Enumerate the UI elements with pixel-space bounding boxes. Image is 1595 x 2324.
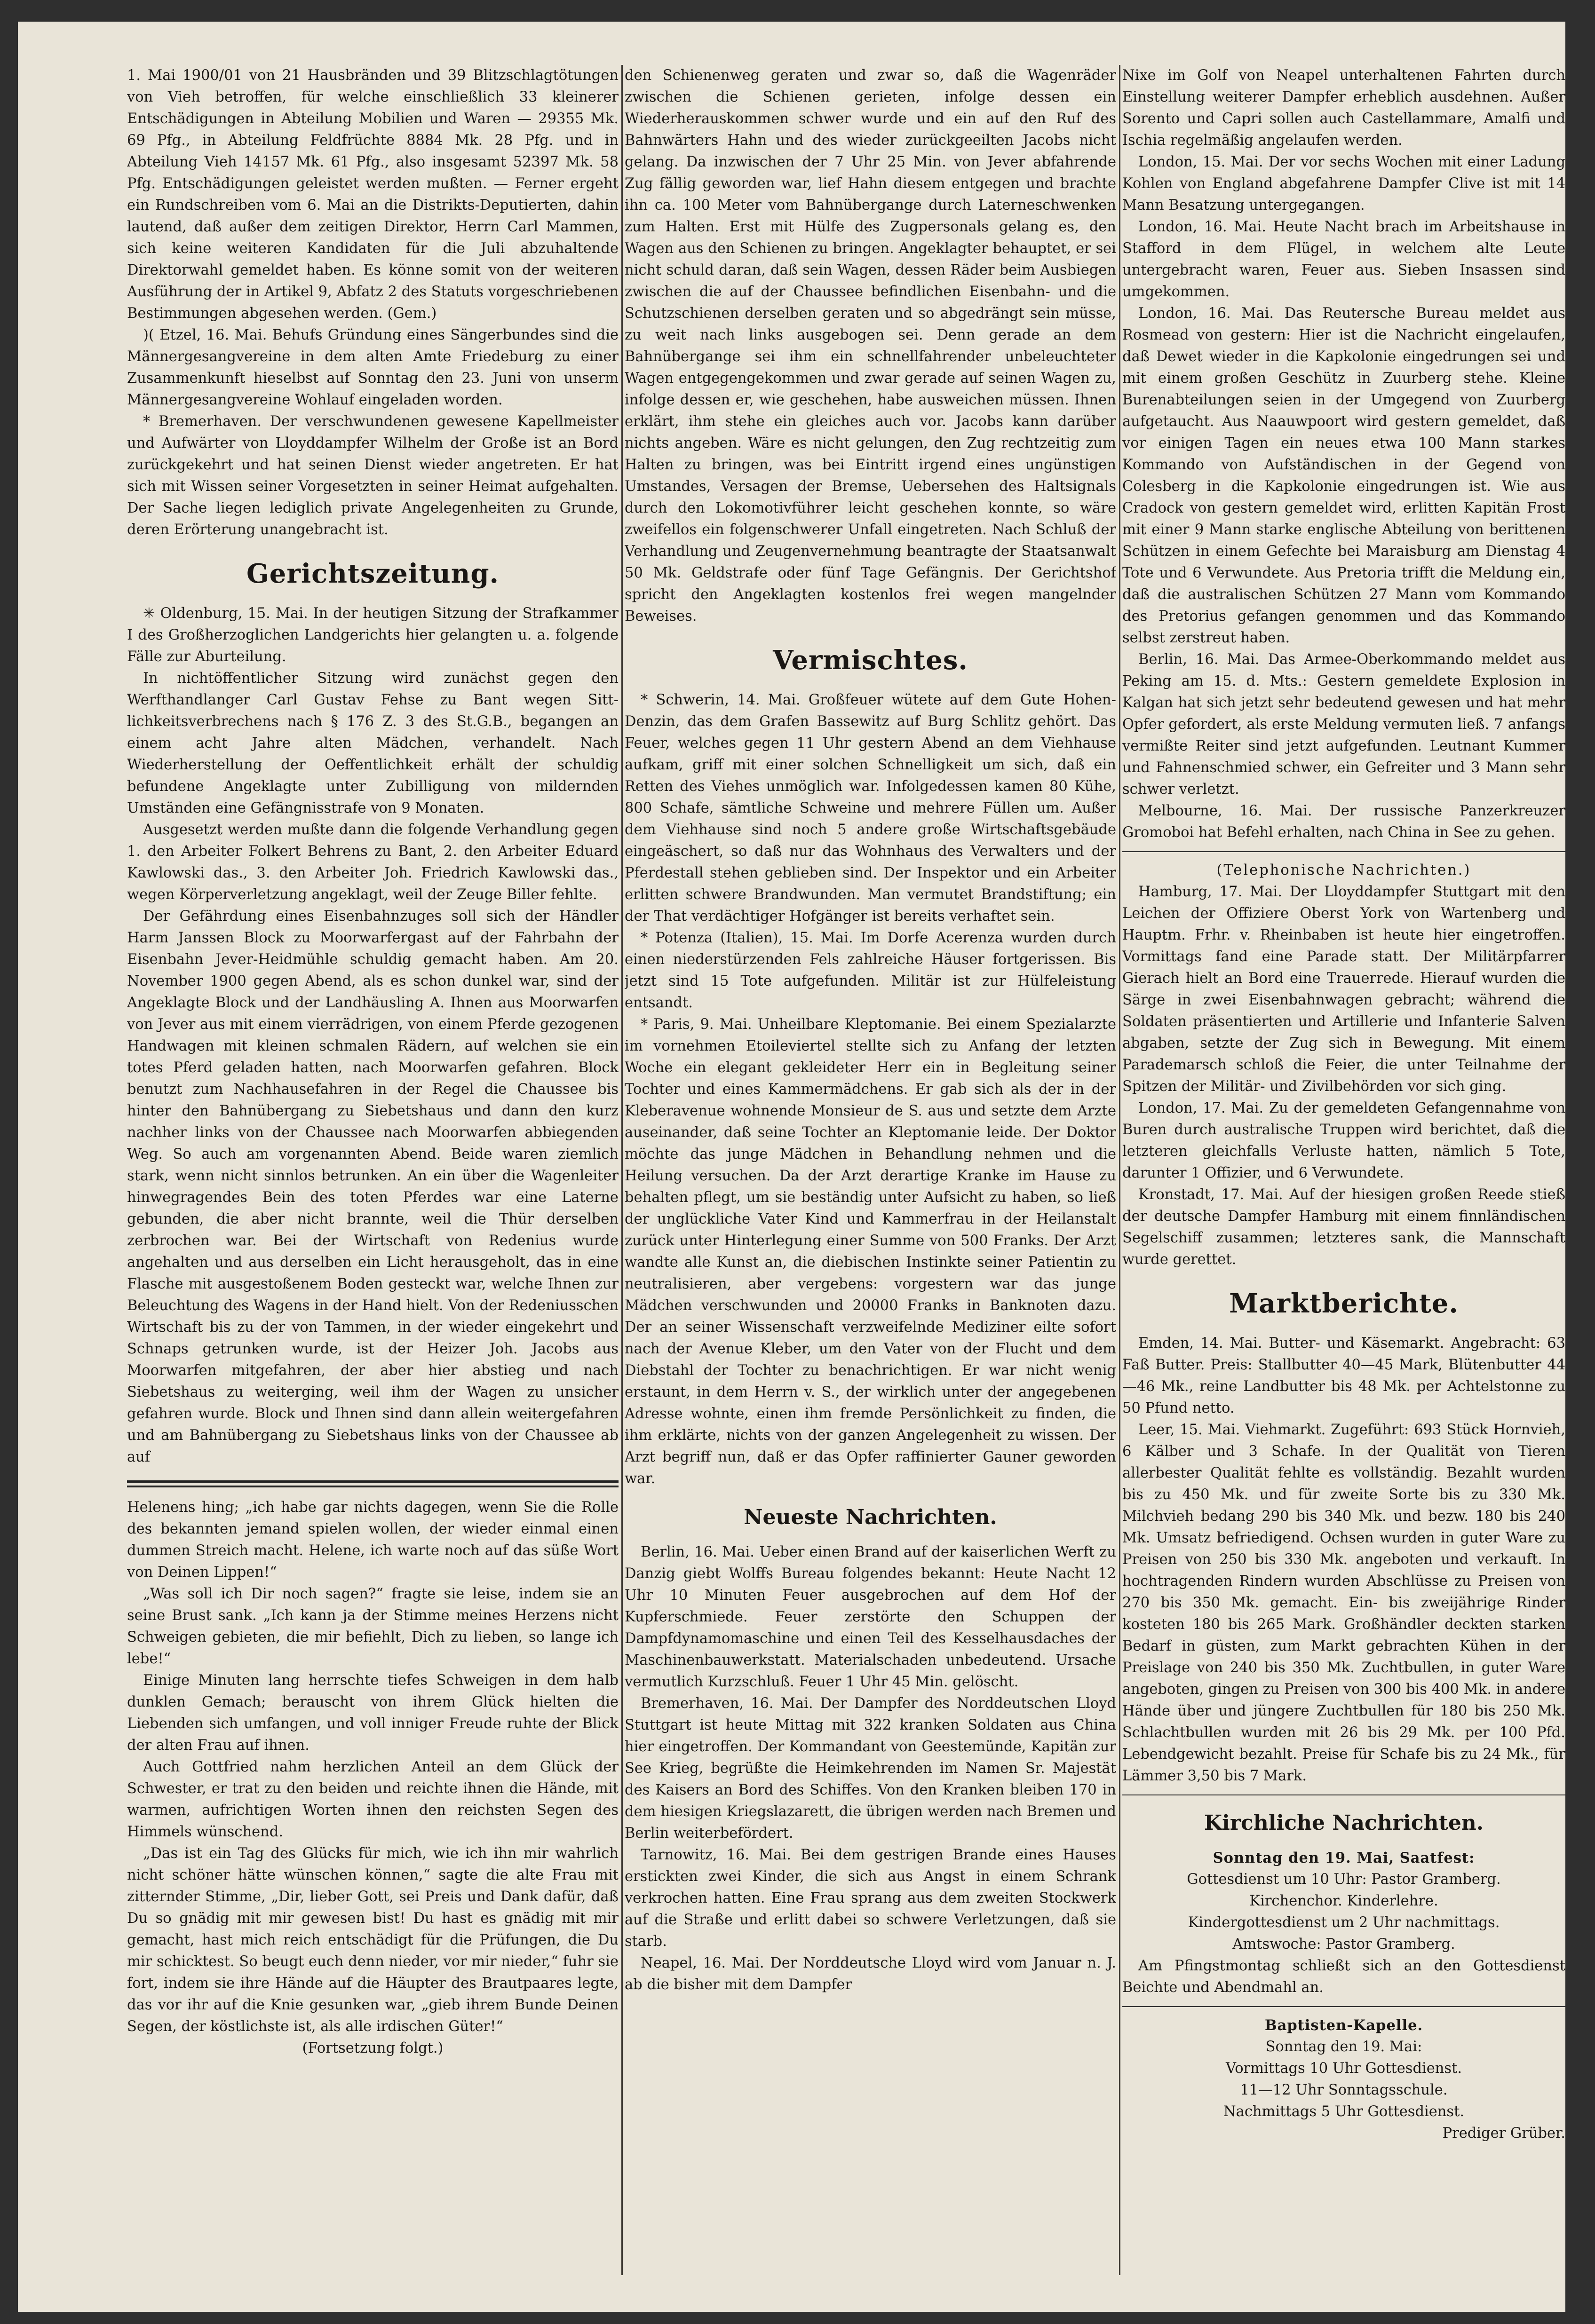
column-1 bbox=[127, 65, 619, 2275]
church-notice: 11—12 Uhr Sonntagsschule. bbox=[1240, 2082, 1448, 2098]
article-emden: Emden, 14. Mai. Butter- und Käsemarkt. Angebracht: 63 Faß Butter. Preis: Stallbutter 40—45 Mark, Blütenbutter 44—46 Mk., reine Landbutter bis 48 Mk. per Achtelstonne zu 50 Pfund netto. bbox=[1122, 1335, 1565, 1416]
section-heading-gerichtszeitung: Gerichtszeitung. bbox=[246, 558, 500, 589]
article-paris: * Paris, 9. Mai. Unheilbare Kleptomanie. Bei einem Spezialarzte im vornehmen Etoileviertel stellte sich zu Anfang der letzten Woche ein elegant gekleideter Herr ein in Begleitung seiner Tochter und eines Kammermädchens. Er gab sich als der in der Kleberavenue wohnende Monsieur de S. aus und setzte dem Arzte auseinander, daß seine Tochter an Kleptomanie leide. Der Doktor möchte das junge Mädchen in Behandlung nehmen und die Heilung versuchen. Da der Arzt derartige Kranke im Hause zu behalten pflegt, um sie beständig unter Aufsicht zu haben, so ließ der unglückliche Vater Kind und Kammerfrau in der Heilanstalt zurück unter Hinterlegung einer Summe von 500 Franks. Der Arzt wandte alle Kunst an, die diebischen Instinkte seiner Patientin zu neutralisieren, aber vergebens: vorgestern war das junge Mädchen verschwunden und 20000 Franks in Banknoten dazu. Der an seiner Wissenschaft verzweifelnde Mediziner eilte sofort nach der Avenue Kleber, um den Vater von der Flucht und dem Diebstahl der Tochter zu benachrichtigen. Er war nicht wenig erstaunt, in dem Herrn v. S., der wirklich unter der angegebenen Adresse wohnte, einen ihm fremde Persönlichkeit zu finden, die ihm erklärte, nichts von der ganzen Angelegenheit zu wissen. Der Arzt begriff nun, daß er das Opfer raffinierter Gauner geworden war. bbox=[625, 1016, 1116, 1487]
article-etzel: )( Etzel, 16. Mai. Behufs Gründung eines Sängerbundes sind die Männergesangvereine in dem alten Amte Friedeburg zu einer Zusammenkunft hieselbst auf Sonntag den 23. Juni von unserm Männergesangvereine Wohlauf eingeladen worden. bbox=[127, 327, 619, 408]
column-divider bbox=[621, 65, 623, 2275]
article-berlin: Berlin, 16. Mai. Ueber einen Brand auf der kaiserlichen Werft zu Danzig giebt Wolffs Bureau folgendes bekannt: Heute Nacht 12 Uhr 10 Minuten Feuer ausgebrochen auf dem Hof der Kupferschmiede. Feuer zerstörte den Schuppen der Dampfdynamomaschine und einen Teil des Kesselhausdaches der Maschinenbauwerkstatt. Materialschaden unbedeutend. Ursache vermutlich Kurzschluß. Feuer 1 Uhr 45 Min. gelöscht. bbox=[625, 1544, 1116, 1690]
serial-novel-text: Auch Gottfried nahm herzlichen Anteil an dem Glück der Schwester, er trat zu den beiden und reichte ihnen die Hände, mit warmen, aufrichtigen Worten ihnen den reichsten Segen des Himmels wünschend. bbox=[127, 1759, 619, 1840]
divider bbox=[1122, 851, 1565, 852]
church-notice: Kirchenchor. Kinderlehre. bbox=[1249, 1893, 1438, 1909]
serial-novel-text: Helenens hing; „ich habe gar nichts dagegen, wenn Sie die Rolle des bekannten jemand spielen wollen, der wieder einmal einen dummen Streich macht. Helene, ich warte noch auf das süße Wort von Deinen Lippen!“ bbox=[127, 1499, 619, 1581]
section-divider bbox=[127, 1486, 619, 1487]
article-bremerhaven: Bremerhaven, 16. Mai. Der Dampfer des Norddeutschen Lloyd Stuttgart ist heute Mittag mit 322 kranken Soldaten aus China hier eingetroffen. Der Kommandant von Geestemünde, Kapitän zur See Krieg, begrüßte die Heimkehrenden im Namen Sr. Majestät des Kaisers an Bord des Schiffes. Von den Kranken bleiben 170 in dem hiesigen Kriegslazarett, die übrigen werden nach Bremen und Berlin weiterbefördert. bbox=[625, 1695, 1116, 1842]
baptist-chapel-heading: Baptisten-Kapelle. bbox=[1264, 2017, 1423, 2034]
article-schwerin: * Schwerin, 14. Mai. Großfeuer wütete auf dem Gute Hohen-Denzin, das dem Grafen Bassewitz auf Burg Schlitz gehört. Das Feuer, welches gegen 11 Uhr gestern Abend an dem Viehhause aufkam, griff mit einer solchen Schnelligkeit um sich, daß ein Retten des Viehes unmöglich war. Infolgedessen kamen 80 Kühe, 800 Schafe, sämtliche Schweine und mehrere Füllen um. Außer dem Viehhause sind noch 5 andere große Wirtschaftsgebäude eingeäschert, so daß nur das Wohnhaus des Verwalters und der Pferdestall stehen geblieben sind. Der Inspektor und ein Arbeiter erlitten schwere Brandwunden. Man vermutet Brandstiftung; ein der That verdächtiger Hofgänger ist bereits verhaftet sein. bbox=[625, 692, 1116, 925]
column-2 bbox=[625, 65, 1116, 2275]
article-london: London, 15. Mai. Der vor sechs Wochen mit einer Ladung Kohlen von England abgefahrene Dampfer Clive ist mit 14 Mann Besatzung untergegangen. bbox=[1122, 154, 1565, 213]
article-tarnowitz: Tarnowitz, 16. Mai. Bei dem gestrigen Brande eines Hauses erstickten zwei Kinder, die sich aus Angst in einem Schrank verkrochen hatten. Eine Frau sprang aus dem zweiten Stockwerk auf die Straße und erlitt dabei so schwere Verletzungen, daß sie starb. bbox=[625, 1847, 1116, 1950]
article-london: London, 16. Mai. Das Reutersche Bureau meldet aus Rosmead von gestern: Hier ist die Nachricht eingelaufen, daß Dewet wieder in die Kapkolonie eingedrungen sei und mit einem großen Geschütz in Zuurberg stehe. Kleine Burenabteilungen seien in der Umgegend von Zuurberg aufgetaucht. Aus Naauwpoort wird gestern gemeldet, daß vor einigen Tagen ein neues etwa 100 Mann starkes Kommando von Aufständischen in der Gegend von Colesberg in die Kapkolonie eingedrungen ist. Wie aus Cradock von gestern gemeldet wird, erlitten Kapitän Frost mit einer 9 Mann starke englische Abteilung von berittenen Schützen in einem Gefechte bei Maraisburg am Dienstag 4 Tote und 6 Verwundete. Aus Pretoria trifft die Meldung ein, daß die australischen Schützen 27 Mann vom Kommando des Pretorius gefangen genommen und das Kommando selbst zerstreut haben. bbox=[1122, 305, 1565, 646]
article-neapel: Neapel, 16. Mai. Der Norddeutsche Lloyd wird vom Januar n. J. ab die bisher mit dem Dampfer bbox=[625, 1955, 1116, 1993]
article-leer: Leer, 15. Mai. Viehmarkt. Zugeführt: 693 Stück Hornvieh, 6 Kälber und 3 Schafe. In der Qualität von Tieren allerbester Qualität fehlte es vollständig. Bezahlt wurden bis zu 450 Mk. und für zweite Sorte bis zu 330 Mk. Milchvieh bedang 290 bis 340 Mk. und bezw. 180 bis 240 Mk. Umsatz befriedigend. Ochsen wurden in guter Ware zu Preisen von 250 bis 330 Mk. angeboten und verkauft. In hochtragenden Rindern wurden Abschlüsse zu Preisen von 270 bis 350 Mk. gemacht. Ein- bis zweijährige Rinder kosteten 180 bis 265 Mark. Großhändler deckten starken Bedarf in güsten, zum Markt gebrachten Kühen in der Preislage von 240 bis 350 Mk. Zuchtbullen, in guter Ware angeboten, gingen zu Preisen von 300 bis 400 Mk. in andere Hände über und jüngere Zuchtbullen für 180 bis 250 Mk. Schlachtbullen wurden mit 26 bis 29 Mk. per 100 Pfd. Lebendgewicht bezahlt. Preise für Schafe bis zu 24 Mk., für Lämmer 3,50 bis 7 Mark. bbox=[1122, 1422, 1565, 1784]
divider bbox=[1122, 2006, 1565, 2007]
church-notice: Amtswoche: Pastor Gramberg. bbox=[1232, 1936, 1455, 1952]
church-notice: Kindergottesdienst um 2 Uhr nachmittags. bbox=[1188, 1914, 1500, 1931]
section-heading-marktberichte: Marktberichte. bbox=[1229, 1288, 1459, 1319]
church-notice: Sonntag den 19. Mai, Saatfest: bbox=[1213, 1850, 1475, 1866]
church-notice: Nachmittags 5 Uhr Gottesdienst. bbox=[1223, 2103, 1465, 2120]
article-text: In nichtöffentlicher Sitzung wird zunächst gegen den Werfthandlanger Carl Gustav Fehse zu Bant wegen Sittlichkeitsverbrechens nach § 176 Z. 3 des St.G.B., begangen an einem acht Jahre alten Mädchen, verhandelt. Nach Wiederherstellung der Oeffentlichkeit erhält der schuldig befundene Angeklagte unter Zubilligung von mildernden Umständen eine Gefängnisstrafe von 9 Monaten. bbox=[127, 670, 619, 816]
column-3 bbox=[1122, 65, 1565, 2275]
preacher-signature: Prediger Grüber. bbox=[1442, 2125, 1565, 2142]
church-notice: Gottesdienst um 10 Uhr: Pastor Gramberg. bbox=[1187, 1871, 1501, 1888]
article-melbourne: Melbourne, 16. Mai. Der russische Panzerkreuzer Gromoboi hat Befehl erhalten, nach China in See zu gehen. bbox=[1122, 803, 1565, 841]
article-london: London, 16. Mai. Heute Nacht brach im Arbeitshause in Stafford in dem Flügel, in welchem alte Leute untergebracht waren, Feuer aus. Sieben Insassen sind umgekommen. bbox=[1122, 219, 1565, 300]
article-text: Nixe im Golf von Neapel unterhaltenen Fahrten durch Einstellung weiterer Dampfer erheblich ausdehnen. Außer Sorento und Capri sollen auch Castellammare, Amalfi und Ischia regelmäßig angelaufen werden. bbox=[1122, 67, 1565, 149]
church-notice: Sonntag den 19. Mai: bbox=[1265, 2039, 1422, 2055]
section-heading-kirchliche-nachrichten: Kirchliche Nachrichten. bbox=[1204, 1811, 1484, 1835]
newspaper-page bbox=[18, 22, 1565, 2312]
serial-novel-text: „Was soll ich Dir noch sagen?“ fragte sie leise, indem sie an seine Brust sank. „Ich kann ja der Stimme meines Herzens nicht Schweigen gebieten, die mir befiehlt, Dich zu lieben, so lange ich lebe!“ bbox=[127, 1586, 619, 1667]
article-kronstadt: Kronstadt, 17. Mai. Auf der hiesigen großen Reede stieß der deutsche Dampfer Hamburg mit einem finnländischen Segelschiff zusammen; letzteres sank, die Mannschaft wurde gerettet. bbox=[1122, 1186, 1565, 1268]
article-berlin: Berlin, 16. Mai. Das Armee-Oberkommando meldet aus Peking am 15. d. Mts.: Gestern gemeldete Explosion in Kalgan hat sich jetzt sehr bedeutend gewesen und hat mehr Opfer gefordert, als erste Meldung vermuten ließ. 7 anfangs vermißte Reiter sind jetzt aufgefunden. Leutnant Kummer und Fahnenschmied schwer, ein Gefreiter und 3 Mann sehr schwer verletzt. bbox=[1122, 651, 1565, 798]
serial-novel-text: Einige Minuten lang herrschte tiefes Schweigen in dem halb dunklen Gemach; berauscht von ihrem Glück hielten die Liebenden sich umfangen, und voll inniger Freude ruhte der Blick der alten Frau auf ihnen. bbox=[127, 1672, 619, 1754]
divider bbox=[1122, 1794, 1565, 1795]
article-bremerhaven: * Bremerhaven. Der verschwundenen gewesene Kapellmeister und Aufwärter von Lloyddampfer Wilhelm der Große ist an Bord zurückgekehrt und hat seinen Dienst wieder angetreten. Er hat sich mit Wissen seiner Vorgesetzten in seiner Heimat aufgehalten. Der Sache liegen lediglich private Angelegenheiten zu Grunde, deren Erörterung unangebracht ist. bbox=[127, 413, 619, 538]
article-text: 1. Mai 1900/01 von 21 Hausbränden und 39 Blitzschlagtötungen von Vieh betroffen, für welche einschließlich 33 kleinerer Entschädigungen in Abteilung Mobilien und Waren — 29355 Mk. 69 Pfg., in Abteilung Feldfrüchte 8884 Mk. 28 Pfg. und in Abteilung Vieh 14157 Mk. 61 Pfg., also insgesamt 52397 Mk. 58 Pfg. Entschädigungen geleistet werden mußten. — Ferner ergeht ein Rundschreiben vom 6. Mai an die Distrikts-Deputierten, dahin lautend, daß außer dem zeitigen Direktor, Herrn Carl Mammen, sich keine weiteren Kandidaten für die Juli abzuhaltende Direktorwahl gemeldet haben. Es könne somit von der weiteren Ausführung der in Artikel 9, Abfatz 2 des Statuts vorgeschriebenen Bestimmungen abgesehen werden. (Gem.) bbox=[127, 67, 619, 322]
article-text: den Schienenweg geraten und zwar so, daß die Wagenräder zwischen die Schienen gerieten, infolge dessen ein Wiederherauskommen schwer wurde und ein auf den Ruf des Bahnwärters Hahn und des wieder zurückgeeilten Jacobs nicht gelang. Da inzwischen der 7 Uhr 25 Min. von Jever abfahrende Zug fällig geworden war, lief Hahn diesem entgegen und brachte ihn ca. 100 Meter vom Bahnübergange durch Laterneschwenken zum Halten. Erst mit Hülfe des Zugpersonals gelang es, den Wagen aus den Schienen zu bringen. Angeklagter behauptet, er sei nicht schuld daran, daß sein Wagen, dessen Räder beim Ausbiegen zwischen die auf der Chaussee befindlichen Eisenbahn- und die Schutzschienen derselben geraten und so abgedrängt sein müsse, zu weit nach links ausgebogen sei. Denn gerade an dem Bahnübergange sei ihm ein schnellfahrender unbeleuchteter Wagen entgegengekommen und zwar gerade auf seinen Wagen zu, infolge dessen er, wie geschehen, habe ausweichen müssen. Ihnen erklärt, ihm stehe ein gleiches auch vor. Jacobs kann darüber nichts angeben. Wäre es nicht gelungen, den Zug rechtzeitig zum Halten zu bringen, was bei Eintritt irgend eines ungünstigen Umstandes, Versagen der Bremse, Uebersehen des Haltsignals durch den Lokomotivführer leicht geschehen konnte, so wäre zweifellos ein folgenschwerer Unfall eingetreten. Nach Schluß der Verhandlung und Zeugenvernehmung beantragte der Staatsanwalt 50 Mk. Geldstrafe oder fünf Tage Gefängnis. Der Gerichtshof spricht den Angeklagten kostenlos frei wegen mangelnder Beweises. bbox=[625, 67, 1116, 624]
subheading-telephonische-nachrichten: (Telephonische Nachrichten.) bbox=[1216, 862, 1471, 878]
serial-novel-text: „Das ist ein Tag des Glücks für mich, wie ich ihn mir wahrlich nicht schöner hätte wünschen können,“ sagte die alte Frau mit zitternder Stimme, „Dir, lieber Gott, sei Preis und Dank dafür, daß Du so gnädig mit mir gewesen bist! Du hast es gnädig mit mir gemacht, hast mich reich entschädigt für die Prüfungen, die Du mir schicktest. So beugt euch denn nieder, vor mir nieder,“ fuhr sie fort, indem sie ihre Hände auf die Häupter des Brautpaares legte, das vor ihr auf die Knie gesunken war, „gieb ihrem Bunde Deinen Segen, der köstlichste ist, als alle irdischen Güter!“ bbox=[127, 1845, 619, 2035]
church-notice: Vormittags 10 Uhr Gottesdienst. bbox=[1225, 2060, 1462, 2077]
article-hamburg: Hamburg, 17. Mai. Der Lloyddampfer Stuttgart mit den Leichen der Offiziere Oberst York von Wartenberg und Hauptm. Frhr. v. Rheinbaben ist heute hier eingetroffen. Vormittags fand eine Parade statt. Der Militärpfarrer Gierach hielt an Bord eine Trauerrede. Hierauf wurden die Särge in zwei Eisenbahnwagen gebracht; während die Soldaten präsentierten und Artillerie und Infanterie Salven abgaben, setzte der Zug sich in Bewegung. Mit einem Parademarsch schloß die Feier, die unter Teilnahme der Spitzen der Militär- und Zivilbehörden vor sich ging. bbox=[1122, 884, 1565, 1095]
article-text: Ausgesetzt werden mußte dann die folgende Verhandlung gegen 1. den Arbeiter Folkert Behrens zu Bant, 2. den Arbeiter Eduard Kawlowski das., 3. den Arbeiter Joh. Friedrich Kawlowski das., wegen Körperverletzung angeklagt, weil der Zeuge Biller fehlte. bbox=[127, 822, 619, 903]
article-oldenburg: ✳ Oldenburg, 15. Mai. In der heutigen Sitzung der Strafkammer I des Großherzoglichen Landgerichts hier gelangten u. a. folgende Fälle zur Aburteilung. bbox=[127, 605, 619, 665]
church-notice: Am Pfingstmontag schließt sich an den Gottesdienst Beichte und Abendmahl an. bbox=[1122, 1958, 1565, 1996]
article-potenza: * Potenza (Italien), 15. Mai. Im Dorfe Acerenza wurden durch einen niederstürzenden Fels zahlreiche Häuser fortgerissen. Bis jetzt sind 15 Tote aufgefunden. Militär ist zur Hülfeleistung entsandt. bbox=[625, 930, 1116, 1011]
section-heading-vermischtes: Vermischtes. bbox=[773, 645, 968, 676]
article-text: Der Gefährdung eines Eisenbahnzuges soll sich der Händler Harm Janssen Block zu Moorwarfergast auf der Fahrbahn der Eisenbahn Jever-Heidmühle schuldig gemacht haben. Am 20. November 1900 gegen Abend, als es schon dunkel war, sind der Angeklagte Block und der Landhäusling A. Ihnen aus Moorwarfen von Jever aus mit einem vierrädrigen, von einem Pferde gezogenen Handwagen mit kleinen schmalen Rädern, auf welchen sie ein totes Pferd geladen hatten, nach Moorwarfen gefahren. Block benutzt zum Nachhausefahren in der Regel die Chaussee bis hinter den Bahnübergang zu Siebetshaus und dann den kurz nachher links von der Chaussee nach Moorwarfen abbiegenden Weg. So auch am vorgenannten Abend. Beide waren ziemlich stark, wenn nicht sinnlos betrunken. An ein über die Wagenleiter hinwegragendes Bein des toten Pferdes war eine Laterne gebunden, die aber nicht brannte, weil die Thür derselben zerbrochen war. Bei der Wirtschaft von Redenius wurde angehalten und aus derselben ein Licht herausgeholt, das in eine Flasche mit ausgestoßenem Boden gesteckt war, welche Ihnen zur Beleuchtung des Wagens in der Hand hielt. Von der Redeniusschen Wirtschaft bis zu der von Tammen, in der wieder eingekehrt und Schnaps getrunken wurde, ist der Heizer Joh. Jacobs aus Moorwarfen mitgefahren, der aber hier abstieg und nach Siebetshaus zu weiterging, weil ihm der Wagen zu unsicher gefahren wurde. Block und Ihnen sind dann allein weitergefahren und am Bahnübergang zu Siebetshaus links von der Chaussee ab auf bbox=[127, 908, 619, 1465]
article-london: London, 17. Mai. Zu der gemeldeten Gefangennahme von Buren durch australische Truppen wird berichtet, daß die letzteren gleichfalls Verluste hatten, nämlich 5 Tote, darunter 1 Offizier, und 6 Verwundete. bbox=[1122, 1100, 1565, 1181]
section-heading-neueste-nachrichten: Neueste Nachrichten. bbox=[744, 1505, 997, 1529]
section-divider bbox=[127, 1480, 619, 1483]
continuation-note: (Fortsetzung folgt.) bbox=[302, 2040, 444, 2056]
column-divider bbox=[1119, 65, 1120, 2275]
